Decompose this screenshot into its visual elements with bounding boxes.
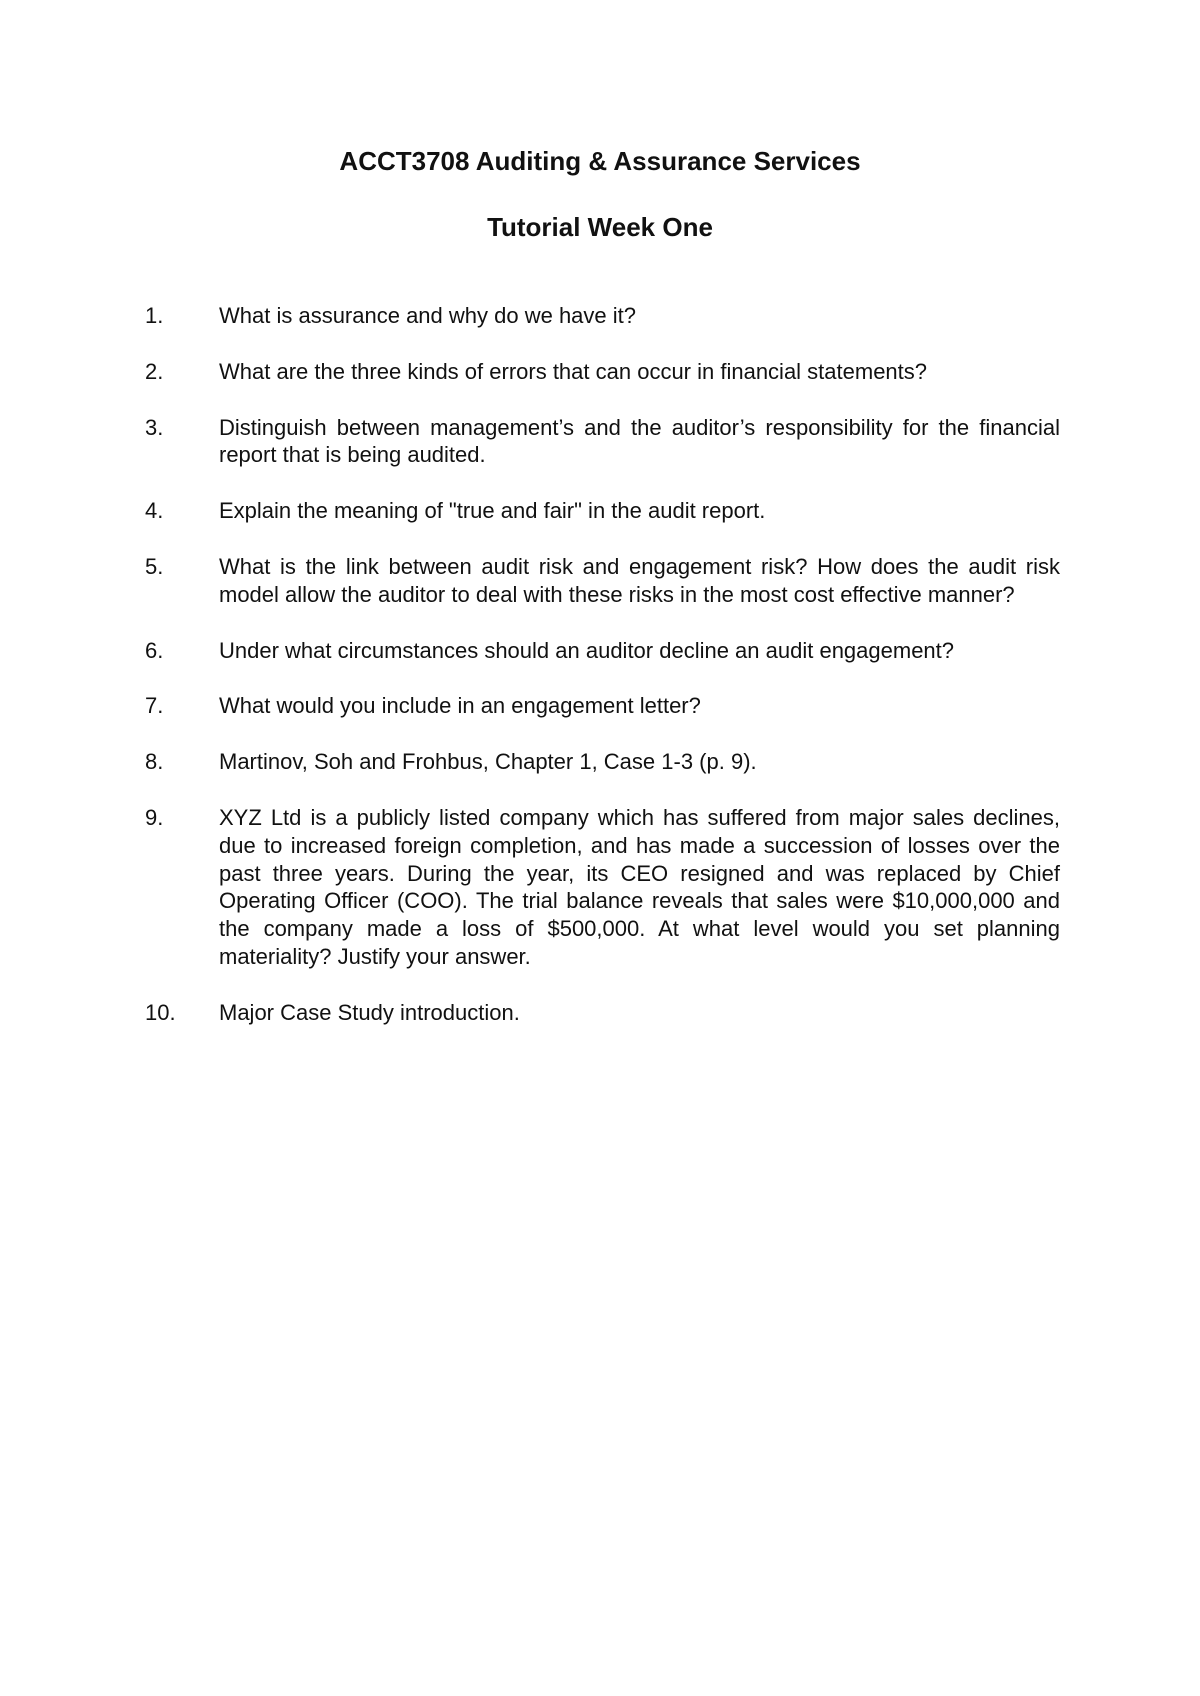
question-item: [0, 999, 1200, 1027]
document-title: ACCT3708 Auditing & Assurance Services: [339, 146, 861, 176]
question-text: Explain the meaning of "true and fair" in the audit report.: [219, 498, 766, 524]
question-text: What are the three kinds of errors that can occur in financial statements?: [219, 358, 928, 384]
question-number: 3.: [145, 414, 164, 440]
document-subtitle: Tutorial Week One: [487, 212, 713, 242]
question-item: [0, 553, 1200, 609]
question-item: [0, 637, 1200, 665]
question-text: Major Case Study introduction.: [219, 999, 520, 1025]
question-item: [0, 497, 1200, 525]
question-item: [0, 748, 1200, 776]
question-number: 6.: [145, 637, 164, 663]
question-number: 8.: [145, 749, 164, 775]
question-item: [0, 358, 1200, 386]
question-text: Martinov, Soh and Frohbus, Chapter 1, Case 1-3 (p. 9).: [219, 749, 757, 775]
question-text: Under what circumstances should an auditor decline an audit engagement?: [219, 637, 955, 663]
question-item: [0, 804, 1200, 971]
question-text: Distinguish between management’s and the auditor’s responsibility for the financial report that is being audited.: [219, 414, 1060, 468]
question-number: 9.: [145, 804, 164, 830]
question-text: What is assurance and why do we have it?: [219, 303, 637, 328]
question-text: What would you include in an engagement letter?: [219, 693, 701, 719]
question-item: [0, 302, 1200, 330]
question-number: 5.: [145, 553, 164, 579]
question-number: 10.: [145, 999, 176, 1025]
question-number: 4.: [145, 498, 164, 524]
question-number: 1.: [145, 303, 164, 328]
question-text: XYZ Ltd is a publicly listed company which has suffered from major sales declines, due to increased foreign completion, and has made a succession of losses over the past three years. During the year, its CEO resigned and was replaced by Chief Operating Officer (COO). The trial balance reveals that sales were $10,000,000 and the company made a loss of $500,000. At what level would you set planning materiality? Justify your answer.: [219, 804, 1060, 969]
question-list: [0, 302, 1200, 1055]
question-text: What is the link between audit risk and engagement risk? How does the audit risk model allow the auditor to deal with these risks in the most cost effective manner?: [219, 553, 1060, 607]
question-number: 7.: [145, 693, 164, 719]
question-item: [0, 414, 1200, 470]
question-item: [0, 692, 1200, 720]
question-number: 2.: [145, 358, 164, 384]
